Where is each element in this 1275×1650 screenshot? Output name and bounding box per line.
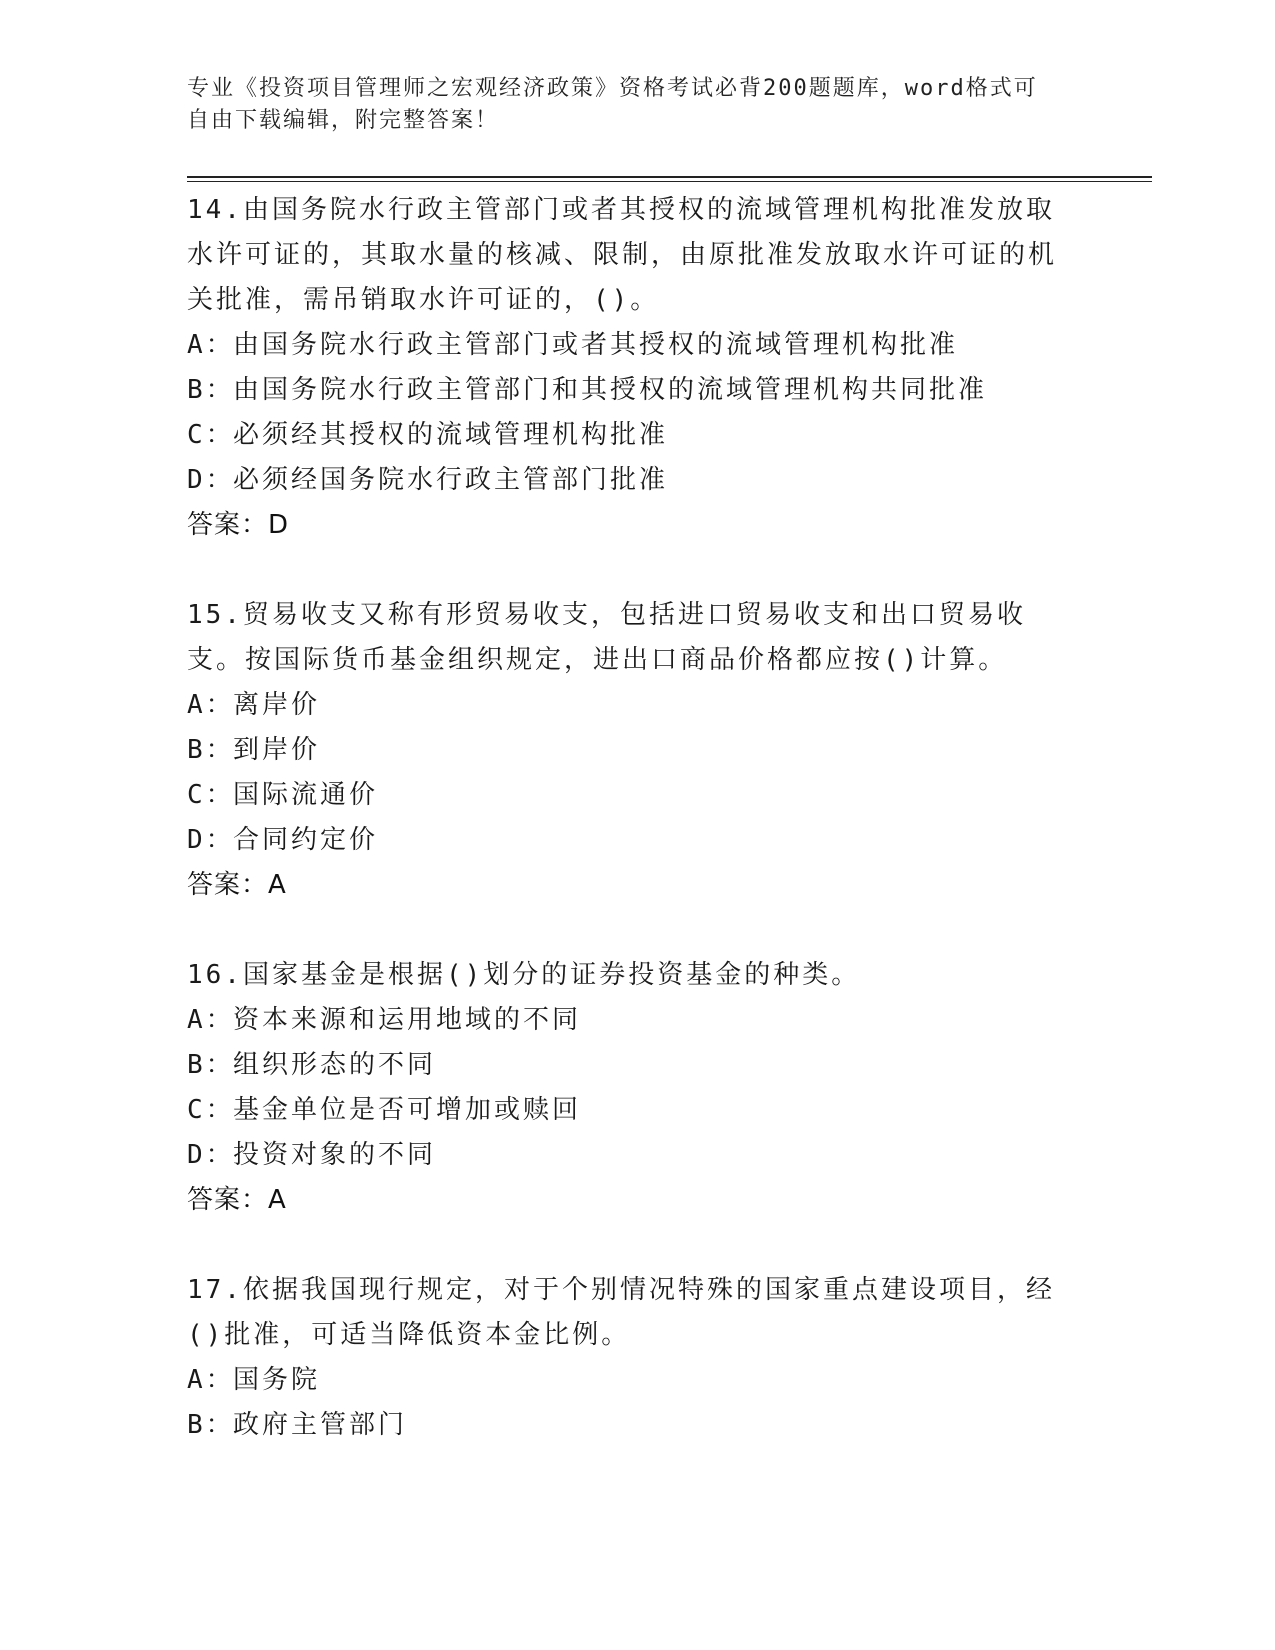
option-text: 投资对象的不同	[233, 1140, 437, 1170]
option-key: A：	[187, 1005, 235, 1035]
question-list	[187, 188, 1087, 1493]
option-text: 组织形态的不同	[233, 1050, 437, 1080]
option-b	[187, 368, 1087, 413]
option-key: B：	[187, 1050, 235, 1080]
option-text: 必须经国务院水行政主管部门批准	[233, 465, 669, 495]
option-a	[187, 998, 1087, 1043]
option-b	[187, 1403, 1087, 1448]
option-text: 政府主管部门	[233, 1410, 408, 1440]
header-line-1: 专业《投资项目管理师之宏观经济政策》资格考试必背200题题库，word格式可	[187, 76, 1038, 101]
header-rule-thick	[187, 176, 1152, 178]
answer-line: 答案：A	[187, 1185, 287, 1215]
option-key: D：	[187, 825, 235, 855]
question-stem: 17.依据我国现行规定，对于个别情况特殊的国家重点建设项目，经()批准，可适当降低资本金比例。	[187, 1275, 1055, 1350]
document-header	[187, 73, 1067, 137]
header-rule-thin	[187, 181, 1152, 182]
option-text: 国际流通价	[233, 780, 379, 810]
option-text: 由国务院水行政主管部门和其授权的流域管理机构共同批准	[233, 375, 988, 405]
question-17	[187, 1268, 1087, 1448]
answer-line: 答案：A	[187, 870, 287, 900]
option-key: C：	[187, 1095, 235, 1125]
option-key: D：	[187, 1140, 235, 1170]
option-text: 基金单位是否可增加或赎回	[233, 1095, 582, 1125]
answer-line: 答案：D	[187, 510, 290, 540]
question-15	[187, 593, 1087, 908]
option-key: C：	[187, 420, 235, 450]
header-line-2: 自由下载编辑，附完整答案！	[187, 108, 500, 133]
option-c	[187, 773, 1087, 818]
option-text: 到岸价	[233, 735, 321, 765]
question-stem: 14.由国务院水行政主管部门或者其授权的流域管理机构批准发放取水许可证的，其取水量的核减、限制，由原批准发放取水许可证的机关批准，需吊销取水许可证的，()。	[187, 195, 1058, 315]
option-text: 由国务院水行政主管部门或者其授权的流域管理机构批准	[233, 330, 959, 360]
option-b	[187, 1043, 1087, 1088]
option-c	[187, 413, 1087, 458]
option-text: 离岸价	[233, 690, 321, 720]
question-16	[187, 953, 1087, 1223]
option-text: 资本来源和运用地域的不同	[233, 1005, 582, 1035]
option-a	[187, 683, 1087, 728]
option-key: B：	[187, 735, 235, 765]
option-d	[187, 458, 1087, 503]
option-key: A：	[187, 690, 235, 720]
question-14	[187, 188, 1087, 548]
option-a	[187, 1358, 1087, 1403]
option-c	[187, 1088, 1087, 1133]
option-key: D：	[187, 465, 235, 495]
option-b	[187, 728, 1087, 773]
option-a	[187, 323, 1087, 368]
question-stem: 15.贸易收支又称有形贸易收支，包括进口贸易收支和出口贸易收支。按国际货币基金组织规定，进出口商品价格都应按()计算。	[187, 600, 1026, 675]
option-key: B：	[187, 375, 235, 405]
question-stem: 16.国家基金是根据()划分的证券投资基金的种类。	[187, 960, 861, 990]
option-text: 合同约定价	[233, 825, 379, 855]
option-key: A：	[187, 330, 235, 360]
option-key: C：	[187, 780, 235, 810]
option-d	[187, 1133, 1087, 1178]
option-key: A：	[187, 1365, 235, 1395]
option-text: 必须经其授权的流域管理机构批准	[233, 420, 669, 450]
option-d	[187, 818, 1087, 863]
option-key: B：	[187, 1410, 235, 1440]
option-text: 国务院	[233, 1365, 321, 1395]
